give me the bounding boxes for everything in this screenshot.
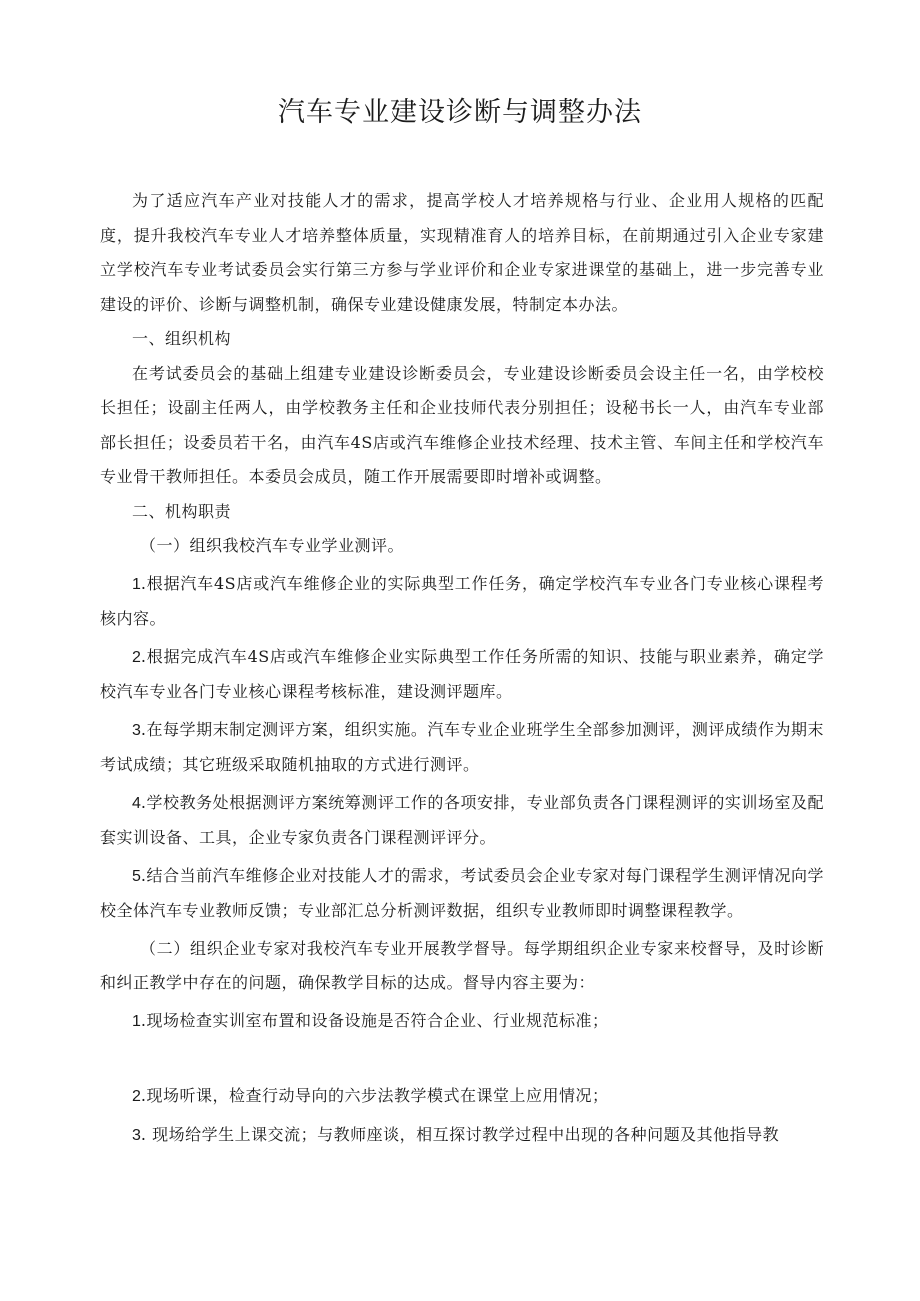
item-text: . 现场给学生上课交流；与教师座谈，相互探讨教学过程中出现的各种问题及其他指导教 bbox=[140, 1124, 780, 1144]
item-text: .现场听课，检查行动导向的六步法教学模式在课堂上应用情况； bbox=[140, 1086, 609, 1105]
item-text: .在每学期末制定测评方案，组织实施。汽车专业企业班学生全部参加测评，测评成绩作为期末考试成绩；其它班级采取随机抽取的方式进行测评。 bbox=[100, 719, 824, 774]
organization-paragraph: 在考试委员会的基础上组建专业建设诊断委员会，专业建设诊断委员会设主任一名，由学校校长担任；设副主任两人，由学校教务主任和企业技师代表分别担任；设秘书长一人，由汽车专业部部长担任；设委员若干名，由汽车4S店或汽车维修企业技术经理、技术主管、车间主任和学校汽车专业骨干教师担任。本委员会成员，随工作开展需要即时增补或调整。 bbox=[100, 363, 824, 486]
list-item bbox=[100, 786, 824, 856]
subsection-heading-assessment: （一）组织我校汽车专业学业测评。 bbox=[140, 536, 405, 555]
item-number: 1 bbox=[132, 575, 141, 593]
list-item bbox=[100, 1118, 824, 1154]
list-item bbox=[100, 567, 824, 637]
page-title: 汽车专业建设诊断与调整办法 bbox=[278, 97, 642, 128]
list-item bbox=[100, 640, 824, 710]
item-text: .学校教务处根据测评方案统筹测评工作的各项安排，专业部负责各门课程测评的实训场室及配套实训设备、工具，企业专家负责各门课程测评评分。 bbox=[100, 792, 824, 847]
list-item bbox=[100, 1004, 824, 1040]
item-number: 2 bbox=[132, 1088, 141, 1105]
item-number: 3 bbox=[132, 1126, 141, 1144]
intro-paragraph: 为了适应汽车产业对技能人才的需求，提高学校人才培养规格与行业、企业用人规格的匹配度，提升我校汽车专业人才培养整体质量，实现精准育人的培养目标，在前期通过引入企业专家建立学校汽车专业考试委员会实行第三方参与学业评价和企业专家进课堂的基础上，进一步完善专业建设的评价、诊断与调整机制，确保专业建设健康发展，特制定本办法。 bbox=[100, 191, 824, 314]
item-number: 3 bbox=[132, 721, 141, 739]
document-body bbox=[100, 184, 824, 1156]
item-number: 4 bbox=[132, 794, 141, 812]
subsection-heading-supervision: （二）组织企业专家对我校汽车专业开展教学督导。每学期组织企业专家来校督导，及时诊断和纠正教学中存在的问题，确保教学目标的达成。督导内容主要为： bbox=[100, 938, 824, 992]
paragraph-gap bbox=[100, 1042, 824, 1076]
item-number: 2 bbox=[132, 648, 141, 666]
list-item bbox=[100, 859, 824, 929]
item-number: 1 bbox=[132, 1012, 141, 1030]
item-text: .结合当前汽车维修企业对技能人才的需求，考试委员会企业专家对每门课程学生测评情况向学校全体汽车专业教师反馈；专业部汇总分析测评数据，组织专业教师即时调整课程教学。 bbox=[100, 865, 824, 920]
section-heading-organization: 一、组织机构 bbox=[132, 329, 232, 348]
list-item bbox=[100, 1079, 824, 1115]
list-item bbox=[100, 713, 824, 783]
item-number: 5 bbox=[132, 867, 141, 885]
item-text: .根据完成汽车4S店或汽车维修企业实际典型工作任务所需的知识、技能与职业素养，确定学校汽车专业各门专业核心课程考核标准，建设测评题库。 bbox=[100, 646, 824, 701]
item-text: .根据汽车4S店或汽车维修企业的实际典型工作任务，确定学校汽车专业各门专业核心课程考核内容。 bbox=[100, 573, 824, 628]
section-heading-duties: 二、机构职责 bbox=[132, 501, 232, 521]
item-text: .现场检查实训室布置和设备设施是否符合企业、行业规范标准； bbox=[140, 1010, 609, 1030]
